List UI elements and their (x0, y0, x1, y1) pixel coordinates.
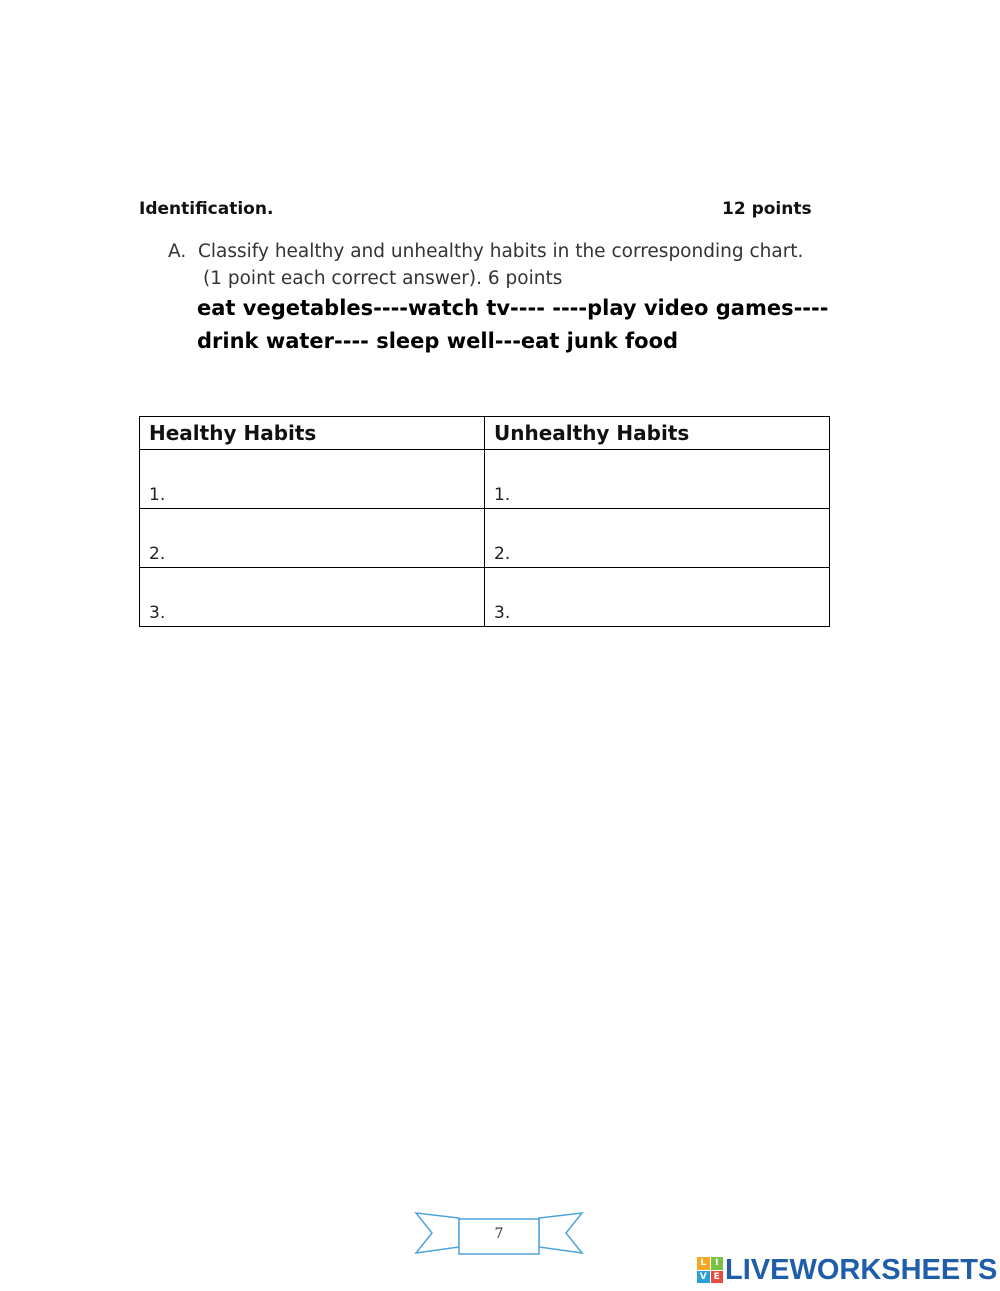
unhealthy-answer-2[interactable]: 2. (485, 509, 830, 568)
table-row (140, 450, 830, 509)
logo-mark-tile: V (697, 1271, 710, 1284)
header-healthy-habits: Healthy Habits (140, 417, 485, 450)
liveworksheets-logo-text: LIVEWORKSHEETS (725, 1253, 998, 1286)
table-row (140, 568, 830, 627)
healthy-answer-3[interactable]: 3. (140, 568, 485, 627)
section-title: Identification. (139, 199, 274, 219)
healthy-answer-2[interactable]: 2. (140, 509, 485, 568)
table-row (140, 509, 830, 568)
liveworksheets-logo (697, 1253, 997, 1287)
logo-mark-tile: E (711, 1271, 724, 1284)
instruction-line-2: (1 point each correct answer). 6 points (203, 268, 563, 289)
healthy-answer-1[interactable]: 1. (140, 450, 485, 509)
instruction-marker: A. (168, 241, 187, 262)
page-number: 7 (494, 1226, 504, 1242)
instruction-line-1: Classify healthy and unhealthy habits in the corresponding chart. (198, 241, 804, 262)
section-points: 12 points (722, 199, 812, 219)
instruction-a (168, 238, 803, 292)
logo-mark-tile: I (711, 1257, 724, 1270)
liveworksheets-logo-mark (697, 1257, 723, 1283)
unhealthy-answer-1[interactable]: 1. (485, 450, 830, 509)
table-header-row (140, 417, 830, 450)
header-unhealthy-habits: Unhealthy Habits (485, 417, 830, 450)
habits-table (139, 416, 830, 627)
word-bank-line-1: eat vegetables----watch tv---- ----play video games---- (197, 296, 829, 320)
unhealthy-answer-3[interactable]: 3. (485, 568, 830, 627)
word-bank (197, 292, 828, 358)
word-bank-line-2: drink water---- sleep well---eat junk food (197, 329, 679, 353)
logo-mark-tile: L (697, 1257, 710, 1270)
